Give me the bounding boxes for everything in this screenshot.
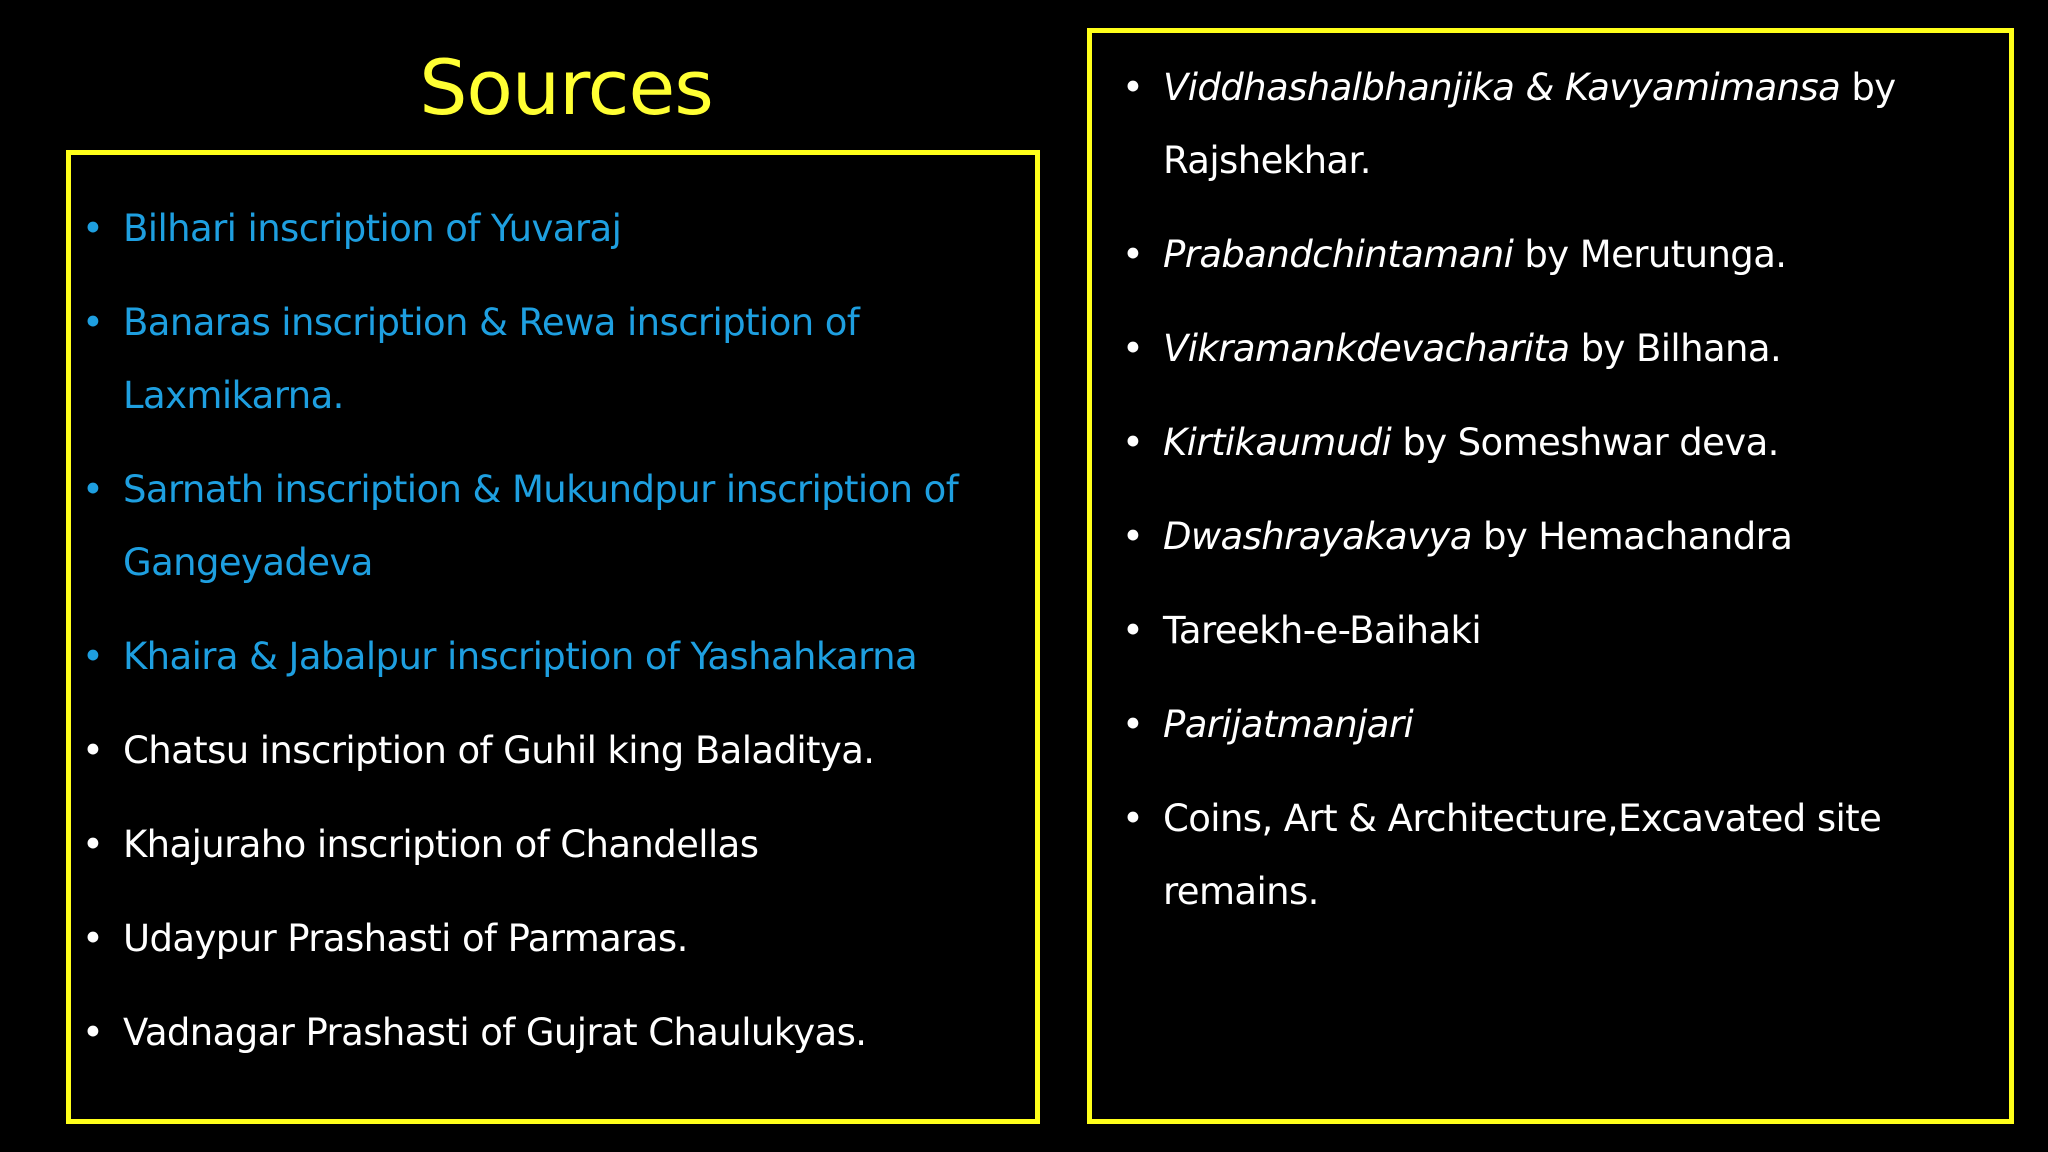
bullet-icon: •: [1122, 797, 1144, 840]
list-item: [1108, 594, 1998, 667]
work-author: by Bilhana.: [1569, 327, 1782, 370]
literary-sources-list: [1108, 51, 1998, 928]
list-item-text: Sarnath inscription & Mukundpur inscription of Gangeyadeva: [123, 468, 959, 584]
work-title: Dwashrayakavya: [1163, 515, 1472, 558]
list-item: [68, 620, 1028, 693]
list-item-text: Chatsu inscription of Guhil king Baladitya.: [123, 729, 875, 772]
bullet-icon: •: [82, 729, 104, 772]
work-author: by Someshwar deva.: [1391, 421, 1779, 464]
work-author: Tareekh-e-Baihaki: [1163, 609, 1482, 652]
list-item-text: Banaras inscription & Rewa inscription of Laxmikarna.: [123, 301, 860, 417]
work-title: Viddhashalbhanjika & Kavyamimansa: [1163, 66, 1841, 109]
bullet-icon: •: [82, 301, 104, 344]
work-author: by Rajshekhar.: [1163, 66, 1896, 182]
bullet-icon: •: [82, 635, 104, 678]
list-item-text: Bilhari inscription of Yuvaraj: [123, 207, 622, 250]
bullet-icon: •: [1122, 609, 1144, 652]
list-item: [68, 996, 1028, 1069]
work-title: Kirtikaumudi: [1163, 421, 1392, 464]
bullet-icon: •: [1122, 421, 1144, 464]
list-item: [1108, 51, 1998, 197]
bullet-icon: •: [1122, 515, 1144, 558]
list-item-text: Khaira & Jabalpur inscription of Yashahkarna: [123, 635, 918, 678]
work-title: Parijatmanjari: [1163, 703, 1414, 746]
list-item: [68, 286, 1028, 432]
bullet-icon: •: [1122, 703, 1144, 746]
list-item: [1108, 688, 1998, 761]
list-item: [68, 902, 1028, 975]
bullet-icon: •: [82, 468, 104, 511]
bullet-icon: •: [1122, 327, 1144, 370]
bullet-icon: •: [82, 917, 104, 960]
work-title: Vikramankdevacharita: [1163, 327, 1570, 370]
list-item: [68, 714, 1028, 787]
work-author: Coins, Art & Architecture,Excavated site remains.: [1163, 797, 1882, 913]
slide-title: Sources: [419, 43, 713, 132]
list-item: [1108, 782, 1998, 928]
list-item: [1108, 406, 1998, 479]
work-author: by Hemachandra: [1471, 515, 1793, 558]
list-item-text: Udaypur Prashasti of Parmaras.: [123, 917, 688, 960]
bullet-icon: •: [82, 1011, 104, 1054]
list-item: [68, 453, 1028, 599]
list-item: [1108, 500, 1998, 573]
work-author: by Merutunga.: [1513, 233, 1787, 276]
bullet-icon: •: [82, 823, 104, 866]
list-item: [1108, 218, 1998, 291]
inscriptions-list: [68, 192, 1028, 1069]
list-item-text: Khajuraho inscription of Chandellas: [123, 823, 759, 866]
bullet-icon: •: [82, 207, 104, 250]
list-item: [1108, 312, 1998, 385]
work-title: Prabandchintamani: [1163, 233, 1514, 276]
bullet-icon: •: [1122, 233, 1144, 276]
list-item: [68, 192, 1028, 265]
list-item-text: Vadnagar Prashasti of Gujrat Chaulukyas.: [123, 1011, 867, 1054]
list-item: [68, 808, 1028, 881]
bullet-icon: •: [1122, 66, 1144, 109]
